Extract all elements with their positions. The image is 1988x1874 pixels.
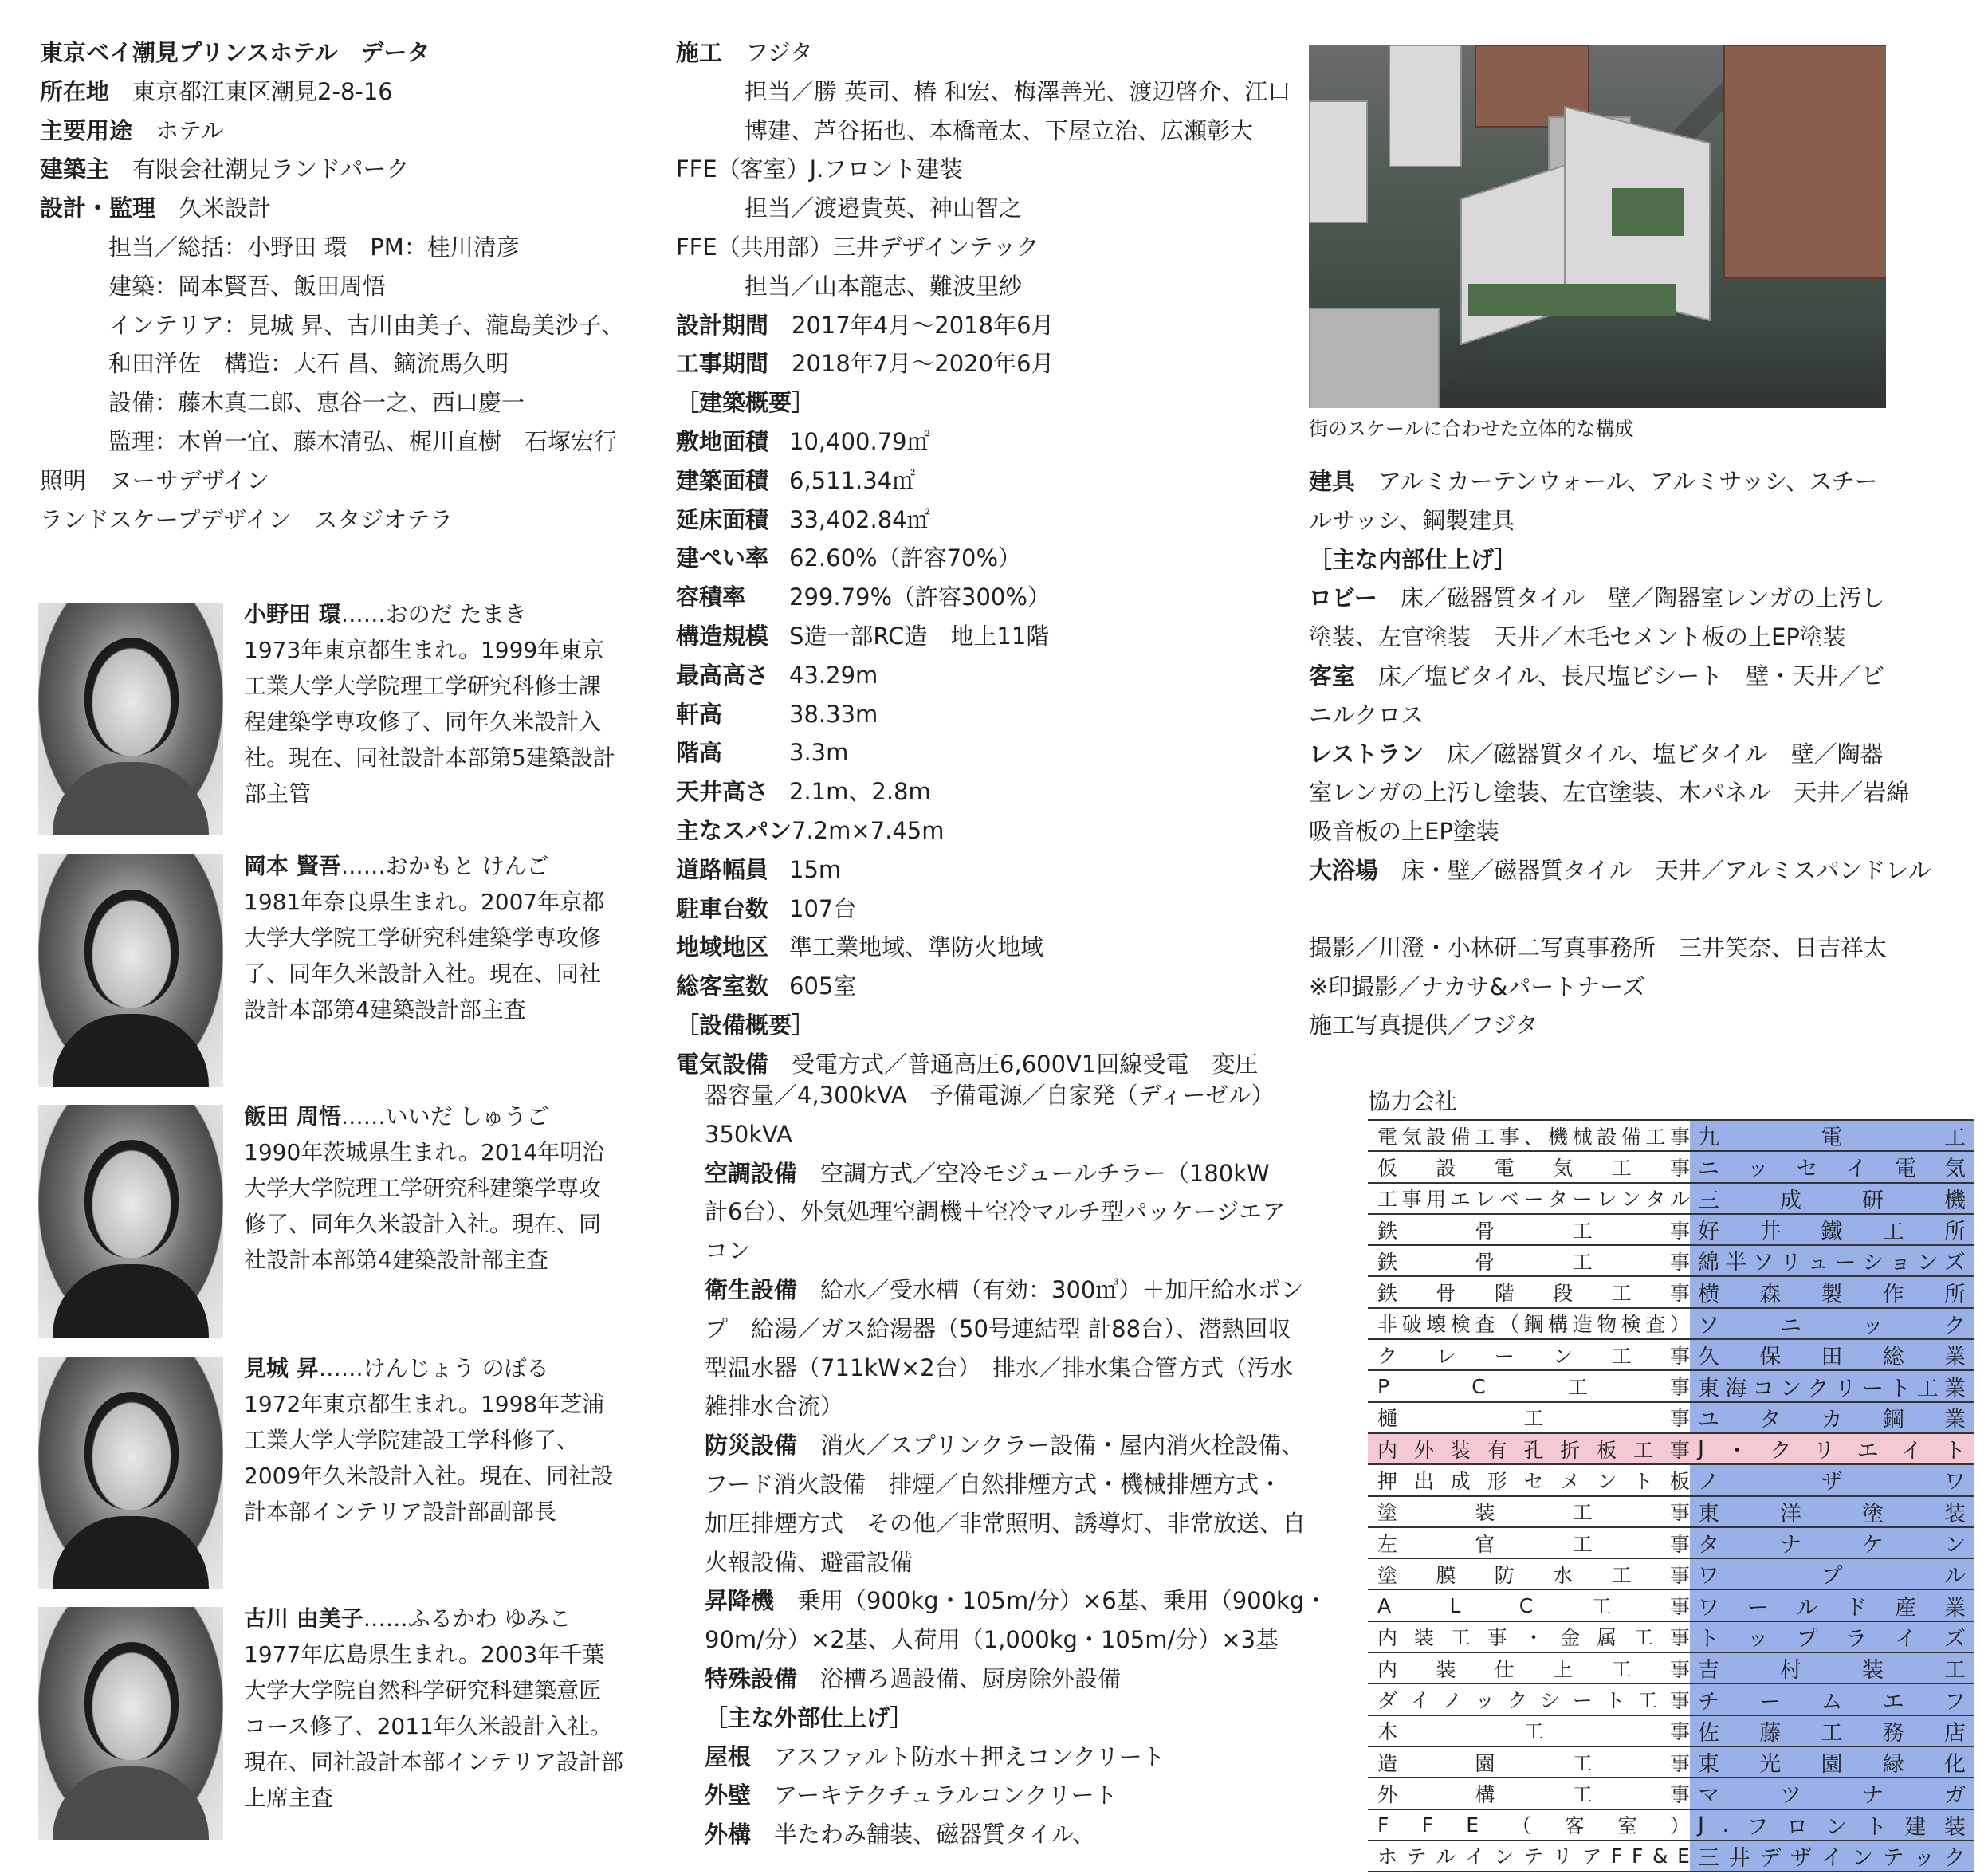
portrait-photo	[38, 1607, 223, 1840]
partner-row	[1368, 1653, 1974, 1684]
design-staff-line: 設備：藤木真二郎、恵谷一之、西口慶一	[108, 389, 525, 417]
construction-staff-line: 担当／勝 英司、椿 和宏、梅澤善光、渡辺啓介、江口	[745, 77, 1291, 105]
partner-row	[1368, 1465, 1974, 1496]
profile-heading: 飯田 周悟……いいだ しゅうご	[244, 1103, 549, 1130]
profile-line: 了、同年久米設計入社。現在、同社	[244, 961, 602, 987]
partner-company: 東 光 園 緑 化	[1690, 1747, 1974, 1777]
owner-row: 建築主 有限会社潮見ランドパーク	[40, 155, 410, 183]
construction-staff-line: 博建、芦谷拓也、本橋竜太、下屋立治、広瀬彰大	[745, 116, 1254, 144]
equip-line: 防災設備 消火／スプリンクラー設備・屋内消火栓設備、	[705, 1432, 1305, 1460]
profile-line: 大学大学院自然科学研究科建築意匠	[244, 1677, 602, 1703]
partner-work: ク レ ー ン 工 事	[1377, 1344, 1690, 1368]
construction-row: 施工 フジタ	[676, 39, 813, 66]
portrait-photo	[38, 854, 223, 1087]
profile-heading: 岡本 賢吾……おかもと けんご	[244, 853, 549, 879]
spec-row: 地域地区 準工業地域、準防火地域	[676, 933, 1044, 961]
partner-work: P C 工 事	[1377, 1374, 1690, 1400]
partner-row	[1368, 1497, 1974, 1528]
credit-line: 施工写真提供／フジタ	[1309, 1012, 1538, 1039]
equip-line: 90m/分）×2基、人荷用（1,000kg・105m/分）×3基	[705, 1626, 1279, 1654]
equipment-column	[705, 1076, 1328, 1854]
finish-line: 大浴場 床・壁／磁器質タイル 天井／アルミスパンドレル	[1309, 856, 1931, 884]
equip-line: フード消火設備 排煙／自然排煙方式・機械排煙方式・	[705, 1470, 1283, 1498]
profile-line: 程建築学専攻修了、同年久米設計入	[244, 709, 602, 735]
partner-row	[1368, 1778, 1974, 1809]
design-staff-line: 建築：岡本賢吾、飯田周悟	[108, 272, 387, 300]
design-staff-line: 担当／総括：小野田 環 PM：桂川清彦	[108, 233, 520, 261]
profile-line: 計本部インテリア設計部副部長	[244, 1499, 557, 1525]
landscape-row: ランドスケープデザイン スタジオテラ	[40, 505, 454, 533]
partner-row	[1368, 1528, 1974, 1559]
aerial-photo	[1309, 45, 1886, 408]
partner-company: 九 電 工	[1690, 1121, 1974, 1150]
finish-line: レストラン 床／磁器質タイル、塩ビタイル 壁／陶器	[1309, 740, 1884, 768]
partner-row	[1368, 1403, 1974, 1434]
design-period-row: 設計期間 2017年4月～2018年6月	[676, 311, 1055, 339]
equip-line: 加圧排煙方式 その他／非常照明、誘導灯、非常放送、自	[705, 1509, 1306, 1537]
profile-line: 部主管	[244, 780, 312, 807]
profile-line: 工業大学大学院建設工学科修了、	[244, 1427, 580, 1453]
equip-line: 衛生設備 給水／受水槽（有効：300㎥）＋加圧給水ポン	[705, 1275, 1304, 1303]
partner-row	[1368, 1810, 1974, 1841]
finish-line: 室レンガの上汚し塗装、左官塗装、木パネル 天井／岩綿	[1309, 779, 1910, 807]
portrait-photo	[38, 603, 223, 835]
partner-work: A L C 工 事	[1377, 1593, 1690, 1619]
project-data-column	[40, 33, 646, 539]
equip-line: 昇降機 乗用（900kg・105m/分）×6基、乗用（900kg・	[705, 1587, 1328, 1615]
interior-heading: ［主な内部仕上げ］	[1309, 545, 1518, 573]
partner-row	[1368, 1152, 1974, 1183]
partners-table	[1368, 1119, 1974, 1872]
equip-line: 外構 半たわみ舗装、磁器質タイル、	[705, 1821, 1096, 1848]
partner-row	[1368, 1747, 1974, 1778]
profile-heading: 古川 由美子……ふるかわ ゆみこ	[244, 1605, 572, 1632]
spec-row: 敷地面積 10,400.79㎡	[676, 427, 930, 455]
use-row: 主要用途 ホテル	[40, 116, 224, 144]
partner-work: 電 気 設 備 工 事 、 機 械 設 備 工 事	[1377, 1125, 1690, 1149]
profile-line: 1972年東京都生まれ。1998年芝浦	[244, 1391, 605, 1417]
partner-company: 三 成 研 機	[1690, 1184, 1974, 1213]
partner-company: 綿 半 ソ リ ュ ー シ ョ ン ズ	[1690, 1246, 1974, 1275]
equip-line: コン	[705, 1237, 752, 1265]
profile-line: 工業大学大学院理工学研究科修士課	[244, 673, 602, 699]
spec-column	[676, 33, 1291, 1084]
finish-line: ルサッシ、鋼製建具	[1309, 506, 1515, 534]
partner-company: 三 井 デ ザ イ ン テ ッ ク	[1690, 1841, 1974, 1871]
project-title: 東京ベイ潮見プリンスホテル データ	[40, 39, 430, 66]
profile-line: 1977年広島県生まれ。2003年千葉	[244, 1641, 605, 1668]
partner-work: 造 園 工 事	[1377, 1751, 1690, 1775]
design-staff-line: 和田洋佐 構造：大石 昌、鏑流馬久明	[108, 350, 509, 378]
partner-company: ソ ニ ッ ク	[1690, 1309, 1974, 1338]
profile-line: 設計本部第4建築設計部主査	[244, 996, 526, 1023]
partner-work: 仮 設 電 気 工 事	[1377, 1156, 1690, 1180]
profile-line: 社。現在、同社設計本部第5建築設計	[244, 744, 615, 771]
finish-line: 客室 床／塩ビタイル、長尺塩ビシート 壁・天井／ビ	[1309, 662, 1885, 689]
equip-line: 屋根 アスファルト防水＋押えコンクリート	[705, 1742, 1165, 1770]
ffe-room-staff: 担当／渡邉貴英、神山智之	[745, 194, 1023, 222]
profile-line: 現在、同社設計本部インテリア設計部	[244, 1749, 624, 1775]
spec-row: 建ぺい率 62.60%（許容70%）	[676, 544, 1022, 572]
partner-row	[1368, 1371, 1974, 1402]
partner-row	[1368, 1434, 1974, 1465]
partner-row	[1368, 1215, 1974, 1246]
partner-company: マ ツ ナ ガ	[1690, 1778, 1974, 1808]
spec-row: 総客室数 605室	[676, 972, 857, 1000]
partner-company: J ・ ク リ エ イ ト	[1690, 1434, 1974, 1463]
build-period-row: 工事期間 2018年7月～2020年6月	[676, 350, 1055, 378]
partner-work: F F E （ 客 室 ）	[1377, 1813, 1690, 1838]
partner-work: ダ イ ノ ッ ク シ ー ト 工 事	[1377, 1688, 1690, 1712]
design-staff-line: インテリア：見城 昇、古川由美子、瀧島美沙子、	[108, 311, 625, 339]
partner-row	[1368, 1340, 1974, 1371]
ffe-common-row: FFE（共用部）三井デザインテック	[676, 233, 1039, 261]
ffe-room-row: FFE（客室）J.フロント建装	[676, 155, 963, 183]
partner-company: J . フ ロ ン ト 建 装	[1690, 1810, 1974, 1840]
partner-company: ノ ザ ワ	[1690, 1465, 1974, 1495]
spec-rows	[676, 422, 1282, 1006]
profile-line: 1990年茨城県生まれ。2014年明治	[244, 1139, 605, 1165]
partner-company: ニ ッ セ イ 電 気	[1690, 1152, 1974, 1181]
partner-work: 非 破 壊 検 査 （ 鋼 構 造 物 検 査 ）	[1377, 1313, 1690, 1337]
finish-line: 建具 アルミカーテンウォール、アルミサッシ、スチー	[1309, 468, 1878, 495]
spec-row: 軒高 38.33m	[676, 700, 878, 728]
partner-work: 押 出 成 形 セ メ ン ト 板	[1377, 1469, 1690, 1493]
partner-work: 左 官 工 事	[1377, 1532, 1690, 1556]
profile-line: 大学大学院工学研究科建築学専攻修	[244, 925, 602, 951]
partner-company: 好 井 鐵 工 所	[1690, 1215, 1974, 1244]
partner-company: タ ナ ケ ン	[1690, 1528, 1974, 1558]
spec-row: 主なスパン7.2m×7.45m	[676, 816, 945, 844]
partner-row	[1368, 1559, 1974, 1590]
spec-row: 天井高さ 2.1m、2.8m	[676, 778, 931, 806]
partner-row	[1368, 1246, 1974, 1277]
design-row: 設計・監理 久米設計	[40, 194, 272, 222]
partner-work: 外 構 工 事	[1377, 1782, 1690, 1806]
partner-work: 鉄 骨 階 段 工 事	[1377, 1282, 1690, 1306]
partner-work: 鉄 骨 工 事	[1377, 1250, 1690, 1274]
partner-work: 内 外 装 有 孔 折 板 工 事	[1368, 1434, 1690, 1463]
partner-company: チ ー ム エ フ	[1690, 1684, 1974, 1714]
partner-work: 内 装 仕 上 工 事	[1377, 1657, 1690, 1681]
photo-caption: 街のスケールに合わせた立体的な構成	[1309, 418, 1634, 440]
spec-row: 構造規模 S造一部RC造 地上11階	[676, 622, 1050, 650]
equip-line: 350kVA	[705, 1120, 792, 1148]
lighting-row: 照明 ヌーサデザイン	[40, 466, 269, 494]
credit-line: 撮影／川澄・小林研二写真事務所 三井笑奈、日吉祥太	[1309, 933, 1888, 961]
profile-line: 上席主査	[244, 1785, 334, 1811]
profile-heading: 見城 昇……けんじょう のぼる	[244, 1355, 549, 1381]
spec-row: 建築面積 6,511.34㎡	[676, 466, 916, 494]
partner-company: 吉 村 装 工	[1690, 1653, 1974, 1683]
partner-row	[1368, 1309, 1974, 1340]
finish-line: 塗装、左官塗装 天井／木毛セメント板の上EP塗装	[1309, 623, 1846, 651]
partner-row	[1368, 1121, 1974, 1152]
partner-row	[1368, 1184, 1974, 1215]
location-row: 所在地 東京都江東区潮見2-8-16	[40, 77, 393, 105]
equip-line: 計6台）、外気処理空調機＋空冷マルチ型パッケージエア	[705, 1198, 1286, 1226]
partner-company: 佐 藤 工 務 店	[1690, 1716, 1974, 1746]
ffe-common-staff: 担当／山本龍志、難波里紗	[745, 272, 1023, 300]
spec-row: 最高高さ 43.29m	[676, 661, 878, 689]
equip-line: 特殊設備 浴槽ろ過設備、厨房除外設備	[705, 1664, 1122, 1692]
partner-work: 塗 膜 防 水 工 事	[1377, 1563, 1690, 1587]
partner-row	[1368, 1841, 1974, 1872]
partner-row	[1368, 1277, 1974, 1308]
spec-row: 延床面積 33,402.84㎡	[676, 505, 930, 533]
partner-company: 横 森 製 作 所	[1690, 1277, 1974, 1306]
profile-line: 社設計本部第4建築設計部主査	[244, 1247, 548, 1273]
partner-row	[1368, 1590, 1974, 1621]
equip-line: 空調設備 空調方式／空冷モジュールチラー（180kW	[705, 1159, 1270, 1187]
profile-line: コース修了、2011年久米設計入社。	[244, 1713, 612, 1739]
profile-line: 修了、同年久米設計入社。現在、同	[244, 1211, 602, 1237]
partner-work: 工 事 用 エ レ ベ ー タ ー レ ン タ ル	[1377, 1188, 1690, 1212]
spec-row: 道路幅員 15m	[676, 855, 842, 883]
partner-row	[1368, 1716, 1974, 1747]
finish-column	[1309, 462, 1931, 1045]
exterior-heading: ［主な外部仕上げ］	[705, 1703, 913, 1731]
equip-line: 雑排水合流）	[705, 1393, 844, 1420]
partner-row	[1368, 1622, 1974, 1653]
equip-heading: ［設備概要］	[676, 1011, 815, 1039]
portrait-photo	[38, 1357, 223, 1589]
partner-work: 木 工 事	[1377, 1720, 1690, 1744]
partners-title: 協力会社	[1368, 1088, 1458, 1114]
spec-row: 駐車台数 107台	[676, 894, 857, 922]
profile-line: 大学大学院理工学研究科建築学専攻	[244, 1175, 602, 1201]
partner-company: ワ ー ル ド 産 業	[1690, 1590, 1974, 1620]
electric-row: 電気設備 受電方式／普通高圧6,600V1回線受電 変圧	[676, 1050, 1259, 1078]
partner-company: ト ッ プ ラ イ ズ	[1690, 1622, 1974, 1652]
partner-work: 塗 装 工 事	[1377, 1501, 1690, 1525]
equip-line: 火報設備、避雷設備	[705, 1548, 913, 1576]
partner-work: ホ テ ル イ ン テ リ ア F F & E	[1377, 1844, 1690, 1869]
partner-company: ワ プ ル	[1690, 1559, 1974, 1589]
equip-line: 器容量／4,300kVA 予備電源／自家発（ディーゼル）	[705, 1082, 1275, 1109]
partner-company: 東 洋 塗 装	[1690, 1497, 1974, 1526]
profile-line: 2009年久米設計入社。現在、同社設	[244, 1463, 614, 1489]
design-staff-line: 監理：木曽一宜、藤木清弘、梶川直樹 石塚宏行	[108, 427, 618, 455]
partner-company: ユ タ カ 鋼 業	[1690, 1403, 1974, 1432]
partner-work: 樋 工 事	[1377, 1407, 1690, 1431]
partner-company: 久 保 田 総 業	[1690, 1340, 1974, 1369]
equip-line: プ 給湯／ガス給湯器（50号連結型 計88台）、潜熱回収	[705, 1314, 1291, 1342]
partner-row	[1368, 1684, 1974, 1715]
finish-line: 吸音板の上EP塗装	[1309, 818, 1499, 846]
equip-line: 外壁 アーキテクチュラルコンクリート	[705, 1782, 1118, 1809]
partner-work: 鉄 骨 工 事	[1377, 1219, 1690, 1243]
credit-line: ※印撮影／ナカサ&パートナーズ	[1309, 972, 1645, 1000]
partner-work: 内 装 工 事 ・ 金 属 工 事	[1377, 1626, 1690, 1650]
spec-row: 容積率 299.79%（許容300%）	[676, 583, 1051, 611]
partner-company: 東 海 コ ン ク リ ー ト 工 業	[1690, 1371, 1974, 1401]
arch-heading: ［建築概要］	[676, 389, 815, 417]
profile-heading: 小野田 環……おのだ たまき	[244, 601, 527, 627]
portrait-photo	[38, 1105, 223, 1338]
finish-line: ニルクロス	[1309, 701, 1424, 729]
profile-line: 1973年東京都生まれ。1999年東京	[244, 637, 605, 663]
profile-line: 1981年奈良県生まれ。2007年京都	[244, 889, 605, 915]
equip-line: 型温水器（711kW×2台） 排水／排水集合管方式（汚水	[705, 1353, 1294, 1381]
finish-line: ロビー 床／磁器質タイル 壁／陶器室レンガの上汚し	[1309, 584, 1885, 612]
spec-row: 階高 3.3m	[676, 739, 849, 767]
